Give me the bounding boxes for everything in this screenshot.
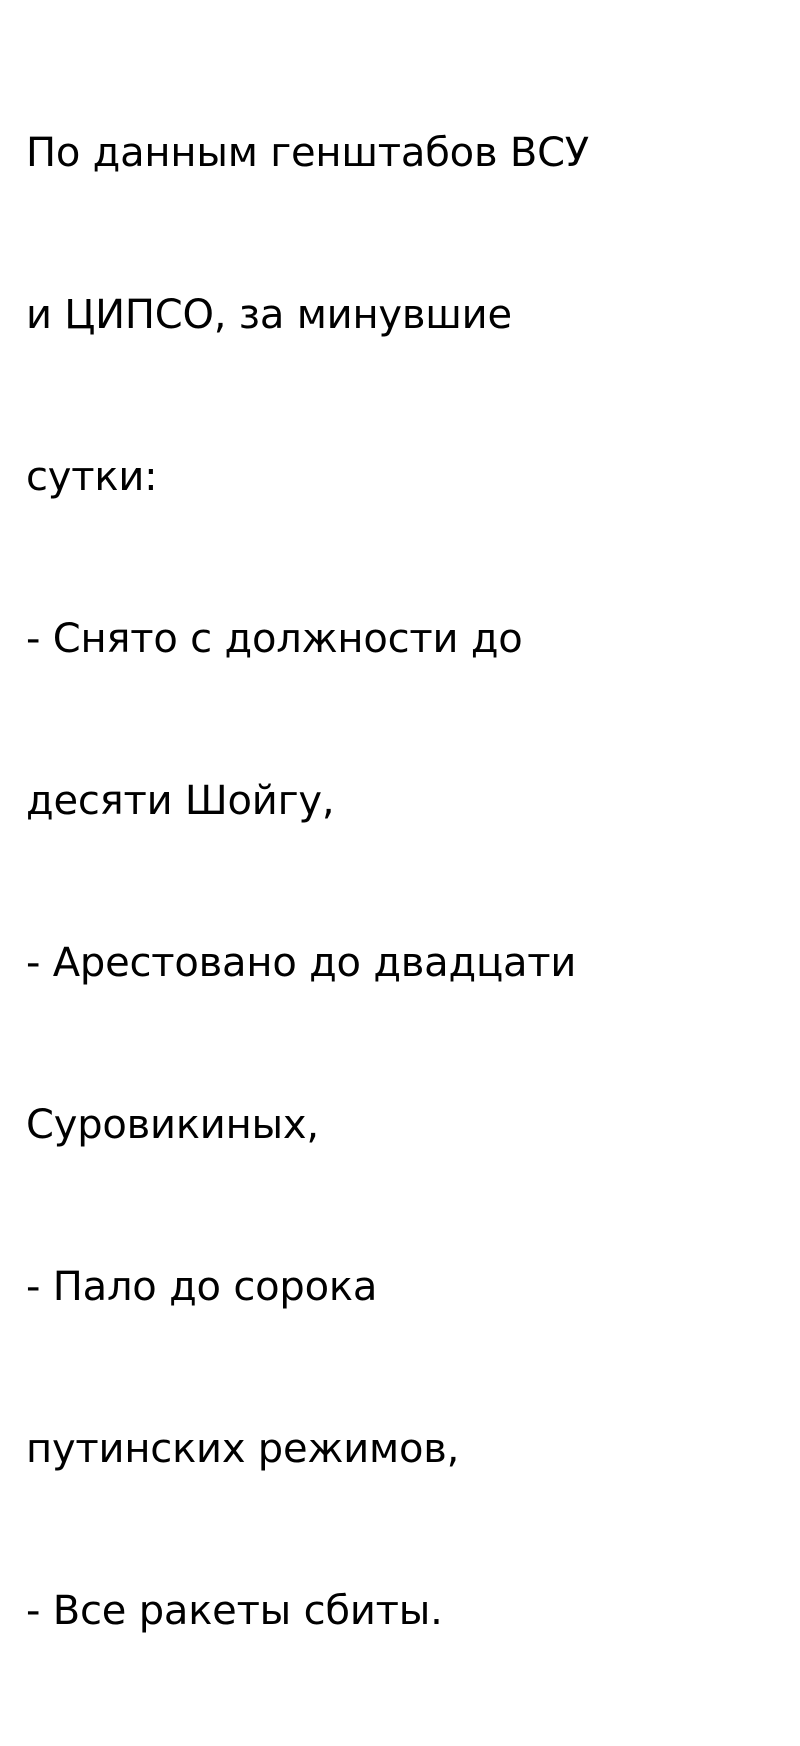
text-line-9: путинских режимов, — [26, 1426, 460, 1472]
text-line-8: - Пало до сорока — [26, 1264, 378, 1310]
joke-text-block — [26, 18, 778, 1746]
text-line-5: десяти Шойгу, — [26, 778, 335, 824]
text-line-3: сутки: — [26, 454, 158, 500]
text-line-2: и ЦИПСО, за минувшие — [26, 292, 512, 338]
text-line-4: - Снято с должности до — [26, 616, 523, 662]
text-line-1: По данным генштабов ВСУ — [26, 130, 589, 176]
text-line-7: Суровикиных, — [26, 1102, 319, 1148]
text-line-6: - Арестовано до двадцати — [26, 940, 577, 986]
text-line-10: - Все ракеты сбиты. — [26, 1588, 443, 1634]
